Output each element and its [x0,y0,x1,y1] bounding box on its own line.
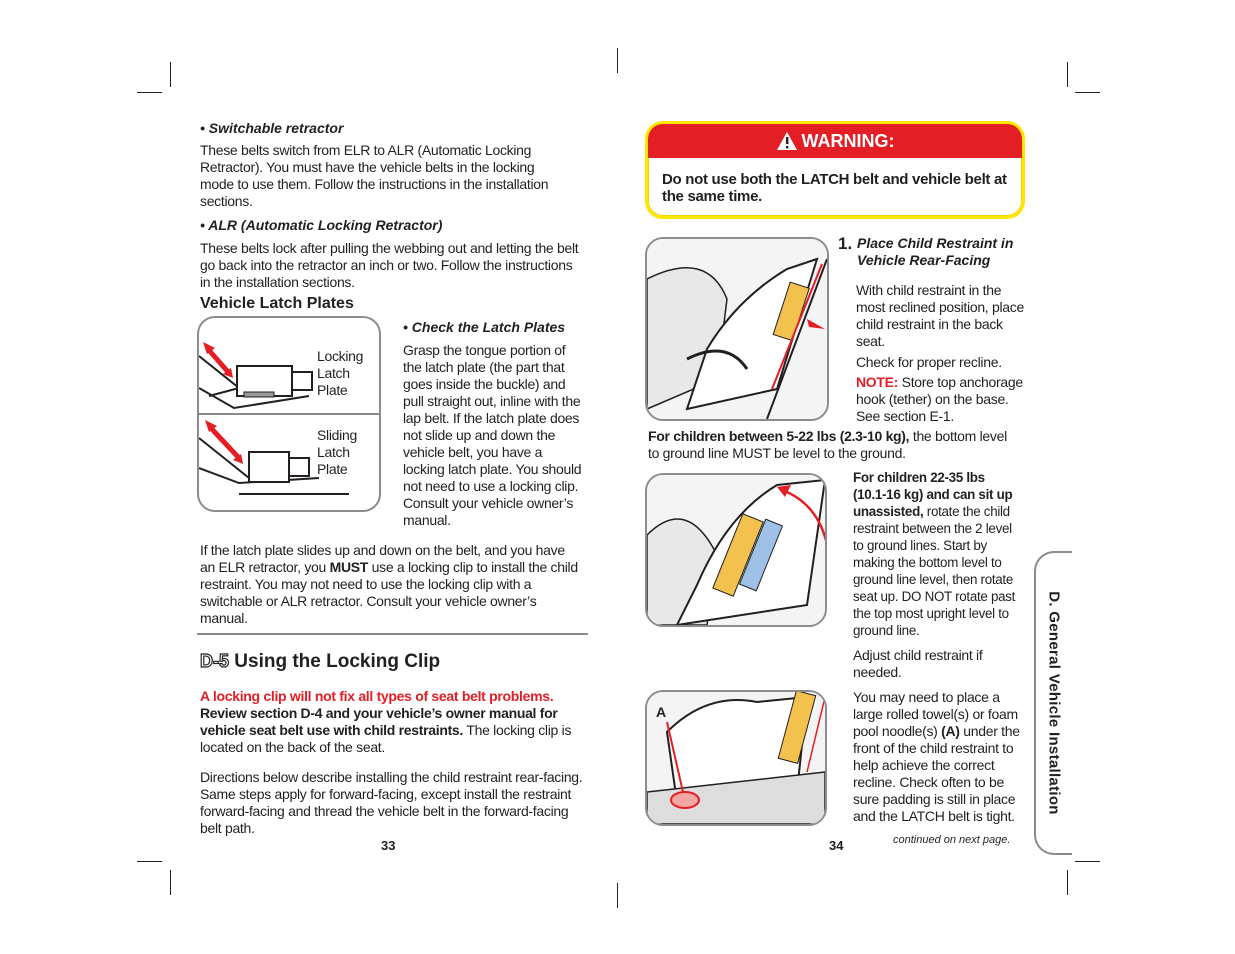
towel-padding-illustration [647,692,825,824]
latch-heading: Vehicle Latch Plates [200,295,354,312]
crop-mark [137,861,162,862]
switchable-title: • Switchable retractor [200,120,344,136]
crop-mark [170,62,171,87]
crop-mark [137,92,162,93]
seat-rotate-figure [645,473,827,627]
warning-body: Do not use both the LATCH belt and vehicle belt at the same time. [662,171,1007,205]
crop-mark [1075,861,1100,862]
step-number: 1. [838,234,853,253]
crop-mark [170,870,171,895]
children-22-35-paragraph: For children 22-35 lbs (10.1-16 kg) and can sit up unassisted, rotate the child restraint between the 2 level to ground lines. Start by making the bottom level to ground line level, then rotate seat up. DO NOT rotate past the top most upright level to ground line. [853,470,1016,638]
check-recline: Check for proper recline. [856,354,1002,370]
locking-latch-label: Locking Latch Plate [317,348,364,398]
seat-recline-illustration [647,239,827,419]
crop-mark [617,48,618,73]
seat-rotate-illustration [647,475,825,625]
warning-icon [776,131,798,151]
section-number: D-5 [200,651,230,671]
sliding-latch-label: Sliding Latch Plate [317,427,357,477]
page-number-left: 33 [381,838,396,853]
locking-clip-intro: A locking clip will not fix all types of seat belt problems. Review section D-4 and your vehicle’s owner manual for vehicle seat belt use with child restraints. The locking clip is located on the back of the seat. [200,688,572,755]
step-body: With child restraint in the most reclined position, place child restraint in the back seat. [856,282,1024,349]
warning-header: WARNING: [648,124,1022,158]
directions-paragraph: Directions below describe installing the child restraint rear-facing. Same steps apply for forward-facing, except install the restraint forward-facing and thread the vehicle belt in the forward-facing belt path. [200,769,583,836]
side-tab-label: D. General Vehicle Installation [1045,591,1063,815]
image-label-a: A [656,704,667,720]
latch-plates-figure [197,316,381,512]
latch-plates-illustration [199,318,379,510]
crop-mark [1067,870,1068,895]
crop-mark [1075,92,1100,93]
page-number-right: 34 [829,838,844,853]
alr-body: These belts lock after pulling the webbing out and letting the belt go back into the retractor an inch or two. Follow the instructions in the installation sections. [200,240,579,290]
crop-mark [1067,62,1068,87]
crop-mark [617,883,618,908]
step-title: Place Child Restraint in Vehicle Rear-Facing [857,235,1014,268]
towel-paragraph: You may need to place a large rolled towel(s) or foam pool noodle(s) (A) under the front of the child restraint to help achieve the correct recline. Check often to be sure padding is still in place and the LATCH belt is tight. [853,689,1020,824]
section-heading [200,651,440,673]
towel-padding-figure [645,690,827,826]
check-latch-body: Grasp the tongue portion of the latch plate (the part that goes inside the buckle) and pull straight out, inline with the lap belt. If the latch plate does not slide up and down the vehicle belt, you have a locking latch plate. You should not need to use a locking clip. Consult your vehicle owner’s manual. [403,342,582,528]
side-tab [1034,551,1072,855]
section-divider [197,633,588,635]
step-1 [838,234,852,254]
children-5-22-paragraph: For children between 5-22 lbs (2.3-10 kg), the bottom level to ground line MUST be level to the ground. [648,428,1007,461]
elr-paragraph: If the latch plate slides up and down on the belt, and you have an ELR retractor, you MUST use a locking clip to install the child restraint. You may not need to use the locking clip with a switchable or ALR retractor. Consult your vehicle owner’s manual. [200,542,578,626]
check-latch-title: • Check the Latch Plates [403,319,566,335]
continued-note: continued on next page. [893,834,1011,846]
warning-box [645,121,1025,219]
switchable-body: These belts switch from ELR to ALR (Automatic Locking Retractor). You must have the vehicle belts in the locking mode to use them. Follow the instructions in the installation sections. [200,142,549,209]
seat-recline-figure [645,237,829,421]
adjust-paragraph: Adjust child restraint if needed. [853,647,983,680]
section-title: Using the Locking Clip [234,651,441,672]
note-paragraph: NOTE: Store top anchorage hook (tether) on the base. See section E-1. [856,374,1023,424]
alr-title: • ALR (Automatic Locking Retractor) [200,217,443,233]
